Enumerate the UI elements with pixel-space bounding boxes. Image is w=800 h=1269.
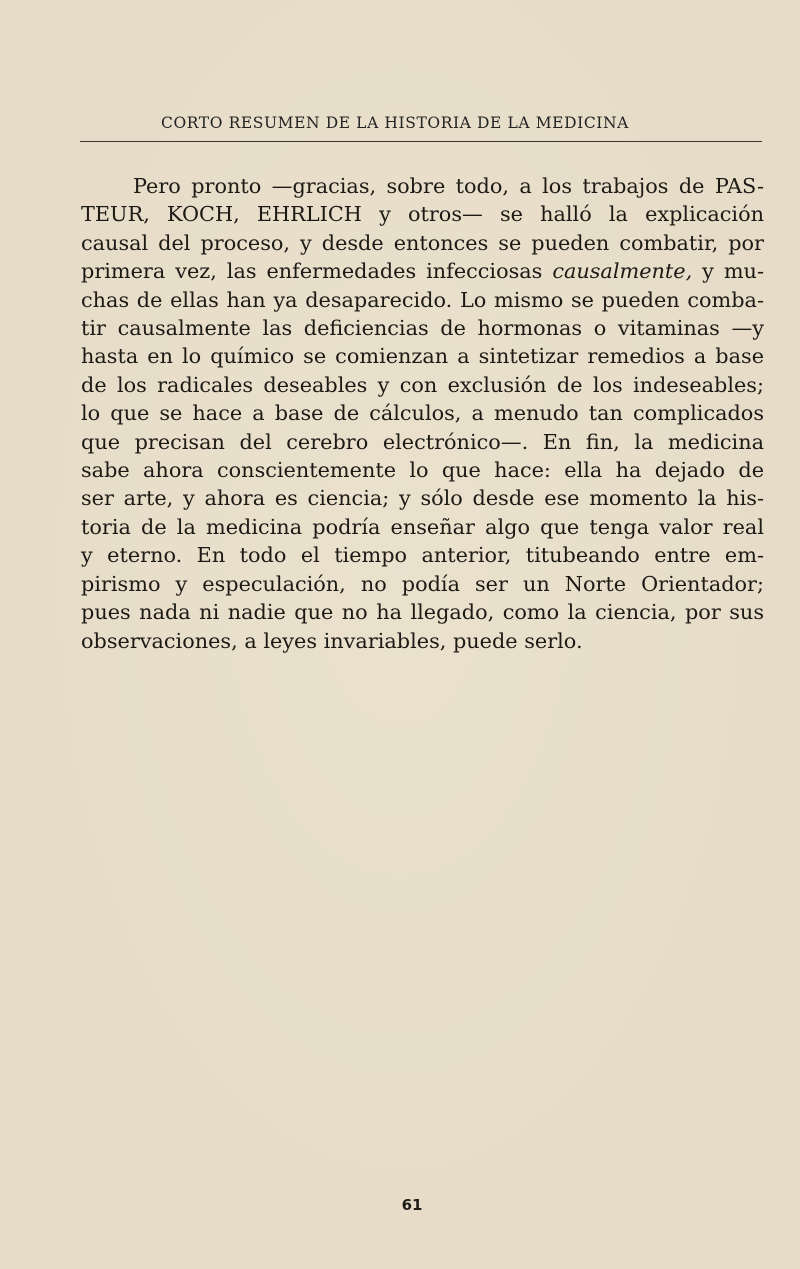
emphasized-word: causalmente, — [552, 259, 693, 284]
text-line: toria de la medicina podría enseñar algo que tenga valor real — [81, 514, 764, 539]
page-number: 61 — [401, 1196, 423, 1214]
header-rule — [80, 141, 762, 142]
text-segment: primera vez, las enfermedades infecciosas — [81, 259, 543, 284]
body-paragraph — [81, 172, 764, 655]
text-line: pues nada ni nadie que no ha llegado, como la ciencia, por sus — [81, 600, 764, 625]
text-line: de los radicales deseables y con exclusión de los indeseables; — [81, 372, 764, 397]
text-line — [81, 257, 764, 285]
text-line: sabe ahora conscientemente lo que hace: ella ha dejado de — [81, 458, 764, 483]
text-line: lo que se hace a base de cálculos, a menudo tan complicados — [81, 401, 764, 426]
text-line: hasta en lo químico se comienzan a sintetizar remedios a base — [81, 344, 764, 369]
text-line: chas de ellas han ya desaparecido. Lo mismo se pueden comba- — [81, 287, 764, 312]
text-line: pirismo y especulación, no podía ser un Norte Orientador; — [81, 571, 764, 596]
text-line: causal del proceso, y desde entonces se pueden combatir, por — [81, 230, 764, 255]
running-head: CORTO RESUMEN DE LA HISTORIA DE LA MEDICINA — [161, 114, 629, 132]
text-line: tir causalmente las deficiencias de hormonas o vitaminas —y — [81, 316, 764, 341]
text-line: que precisan del cerebro electrónico—. En fin, la medicina — [81, 429, 764, 454]
text-line: observaciones, a leyes invariables, puede serlo. — [81, 628, 583, 653]
text-segment: y mu- — [702, 259, 764, 284]
text-line: y eterno. En todo el tiempo anterior, titubeando entre em- — [81, 543, 764, 568]
text-line: Pero pronto —gracias, sobre todo, a los trabajos de PAS- — [133, 174, 764, 198]
text-line: TEUR, KOCH, EHRLICH y otros— se halló la explicación — [81, 202, 764, 227]
text-line: ser arte, y ahora es ciencia; y sólo desde ese momento la his- — [81, 486, 764, 511]
